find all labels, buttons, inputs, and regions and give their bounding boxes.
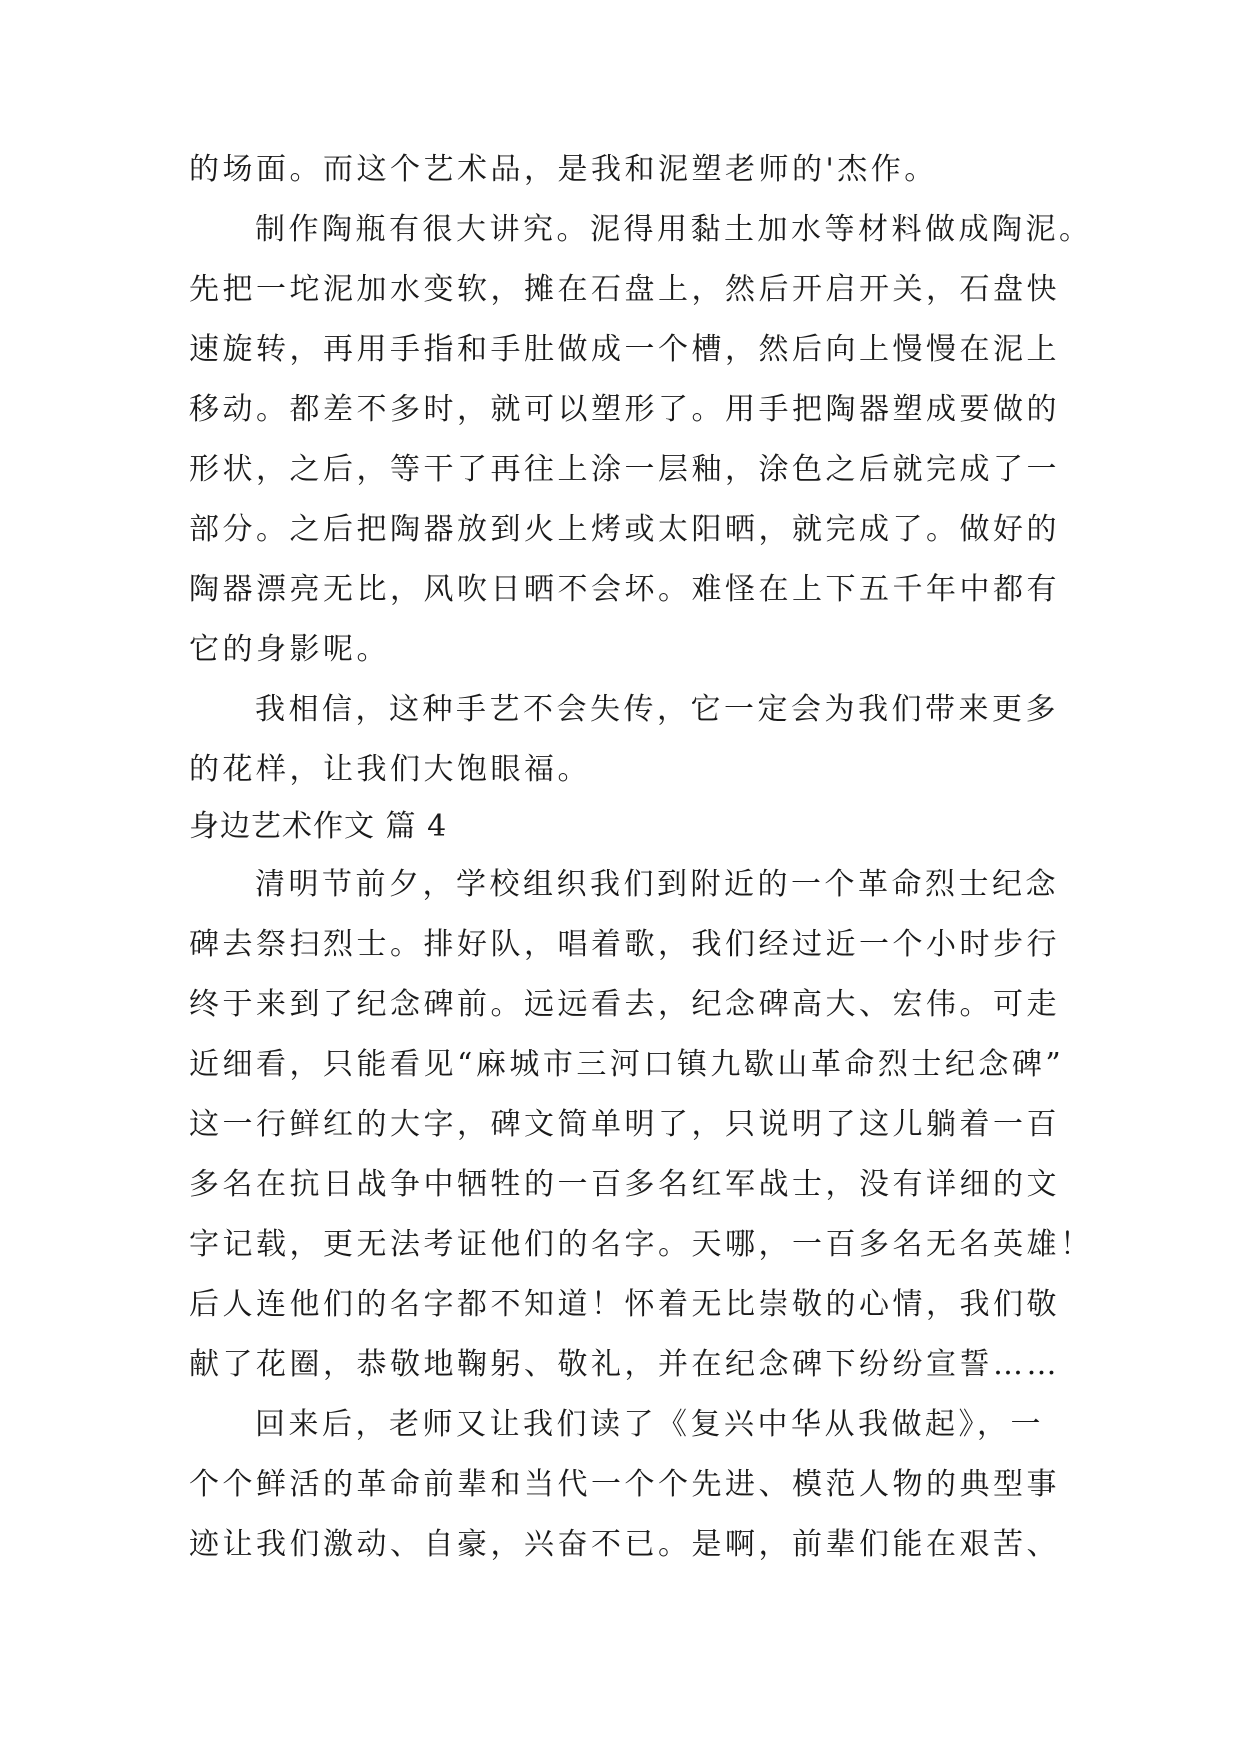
text-line: 部分。之后把陶器放到火上烤或太阳晒，就完成了。做好的 — [189, 512, 1060, 547]
paragraph-first-line: 清明节前夕，学校组织我们到附近的一个革命烈士纪念 — [255, 867, 1059, 902]
text-line: 移动。都差不多时，就可以塑形了。用手把陶器塑成要做的 — [189, 392, 1060, 427]
text-line: 终于来到了纪念碑前。远远看去，纪念碑高大、宏伟。可走 — [189, 987, 1060, 1022]
text-line: 形状，之后，等干了再往上涂一层釉，涂色之后就完成了一 — [189, 452, 1060, 487]
paragraph-first-line: 回来后，老师又让我们读了《复兴中华从我做起》，一 — [255, 1407, 1044, 1442]
text-line: 字记载，更无法考证他们的名字。天哪，一百多名无名英雄！ — [189, 1227, 1094, 1262]
text-line: 先把一坨泥加水变软，摊在石盘上，然后开启开关，石盘快 — [189, 272, 1060, 307]
text-line: 它的身影呢。 — [189, 632, 390, 667]
text-line: 近细看，只能看见“麻城市三河口镇九歇山革命烈士纪念碑” — [189, 1047, 1065, 1082]
text-line: 的花样，让我们大饱眼福。 — [189, 752, 591, 787]
text-line: 献了花圈，恭敬地鞠躬、敬礼，并在纪念碑下纷纷宣誓…… — [189, 1347, 1060, 1382]
paragraph-first-line: 我相信，这种手艺不会失传，它一定会为我们带来更多 — [255, 692, 1059, 727]
text-line: 速旋转，再用手指和手肚做成一个槽，然后向上慢慢在泥上 — [189, 332, 1060, 367]
text-line: 多名在抗日战争中牺牲的一百多名红军战士，没有详细的文 — [189, 1167, 1060, 1202]
text-line: 陶器漂亮无比，风吹日晒不会坏。难怪在上下五千年中都有 — [189, 572, 1060, 607]
text-line: 个个鲜活的革命前辈和当代一个个先进、模范人物的典型事 — [189, 1467, 1060, 1502]
text-line: 迹让我们激动、自豪，兴奋不已。是啊，前辈们能在艰苦、 — [189, 1527, 1060, 1562]
section-heading: 身边艺术作文 篇 4 — [189, 809, 448, 844]
text-line: 这一行鲜红的大字，碑文简单明了，只说明了这儿躺着一百 — [189, 1107, 1060, 1142]
text-line: 后人连他们的名字都不知道！怀着无比崇敬的心情，我们敬 — [189, 1287, 1060, 1322]
text-line: 的场面。而这个艺术品，是我和泥塑老师的'杰作。 — [189, 152, 938, 187]
paragraph-first-line: 制作陶瓶有很大讲究。泥得用黏土加水等材料做成陶泥。 — [255, 212, 1093, 247]
text-line: 碑去祭扫烈士。排好队，唱着歌，我们经过近一个小时步行 — [189, 927, 1060, 962]
